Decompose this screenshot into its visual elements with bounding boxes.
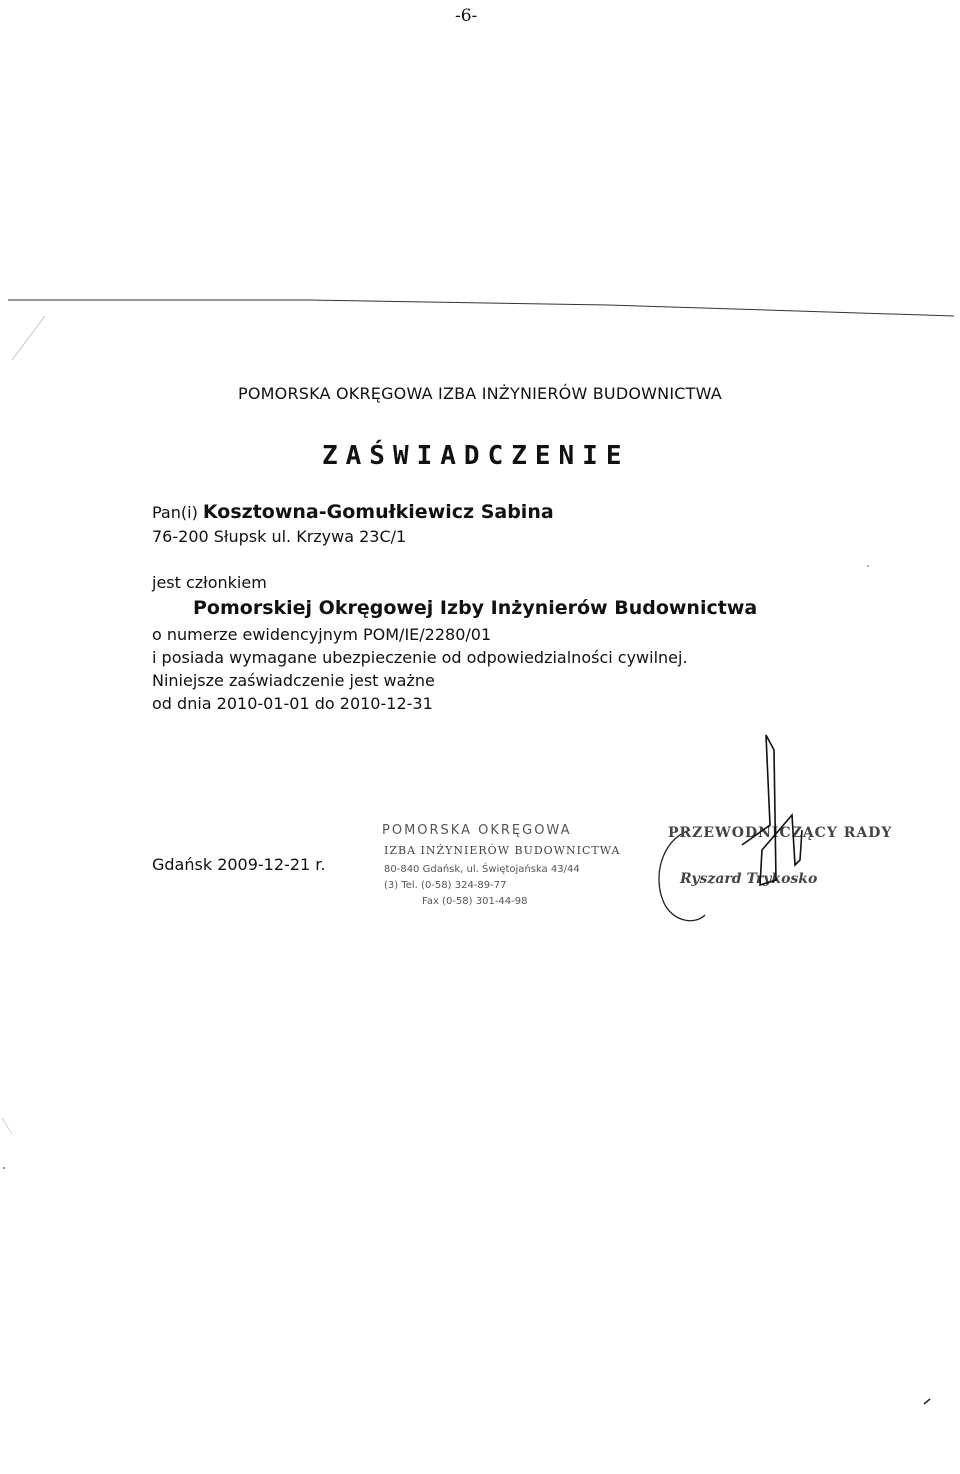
registry-number-line: o numerze ewidencyjnym POM/IE/2280/01 bbox=[152, 625, 492, 644]
recipient-line bbox=[152, 501, 554, 523]
validity-line: Niniejsze zaświadczenie jest ważne bbox=[152, 671, 435, 690]
stamp-line-5: Fax (0-58) 301-44-98 bbox=[422, 896, 528, 907]
organization-stamp bbox=[382, 820, 632, 906]
recipient-name: Kosztowna-Gomułkiewicz Sabina bbox=[202, 501, 554, 523]
stamp-line-4: (3) Tel. (0-58) 324-89-77 bbox=[384, 880, 507, 891]
insurance-line: i posiada wymagane ubezpieczenie od odpowiedzialności cywilnej. bbox=[152, 648, 688, 667]
stamp-title: PRZEWODNICZĄCY RADY bbox=[668, 825, 893, 841]
scan-divider-line bbox=[8, 297, 954, 317]
chairman-stamp-with-signature bbox=[650, 730, 893, 930]
document-title: ZAŚWIADCZENIE bbox=[322, 441, 630, 471]
recipient-address: 76-200 Słupsk ul. Krzywa 23C/1 bbox=[152, 527, 407, 546]
membership-intro: jest członkiem bbox=[152, 573, 267, 592]
stamp-signatory: Ryszard Trykosko bbox=[680, 871, 818, 887]
chamber-name: Pomorskiej Okręgowej Izby Inżynierów Budownictwa bbox=[193, 597, 758, 619]
recipient-prefix: Pan(i) bbox=[152, 503, 198, 522]
handwritten-signature bbox=[742, 735, 802, 885]
stamp-line-2: IZBA INŻYNIERÓW BUDOWNICTWA bbox=[384, 844, 621, 857]
validity-date-range: od dnia 2010-01-01 do 2010-12-31 bbox=[152, 694, 433, 713]
stamp-line-3: 80-840 Gdańsk, ul. Świętojańska 43/44 bbox=[384, 864, 580, 875]
page-number: -6- bbox=[455, 6, 478, 26]
place-and-date: Gdańsk 2009-12-21 r. bbox=[152, 855, 326, 874]
stamp-line-1: POMORSKA OKRĘGOWA bbox=[382, 823, 572, 838]
organization-header: POMORSKA OKRĘGOWA IZBA INŻYNIERÓW BUDOWNICTWA bbox=[238, 384, 722, 403]
